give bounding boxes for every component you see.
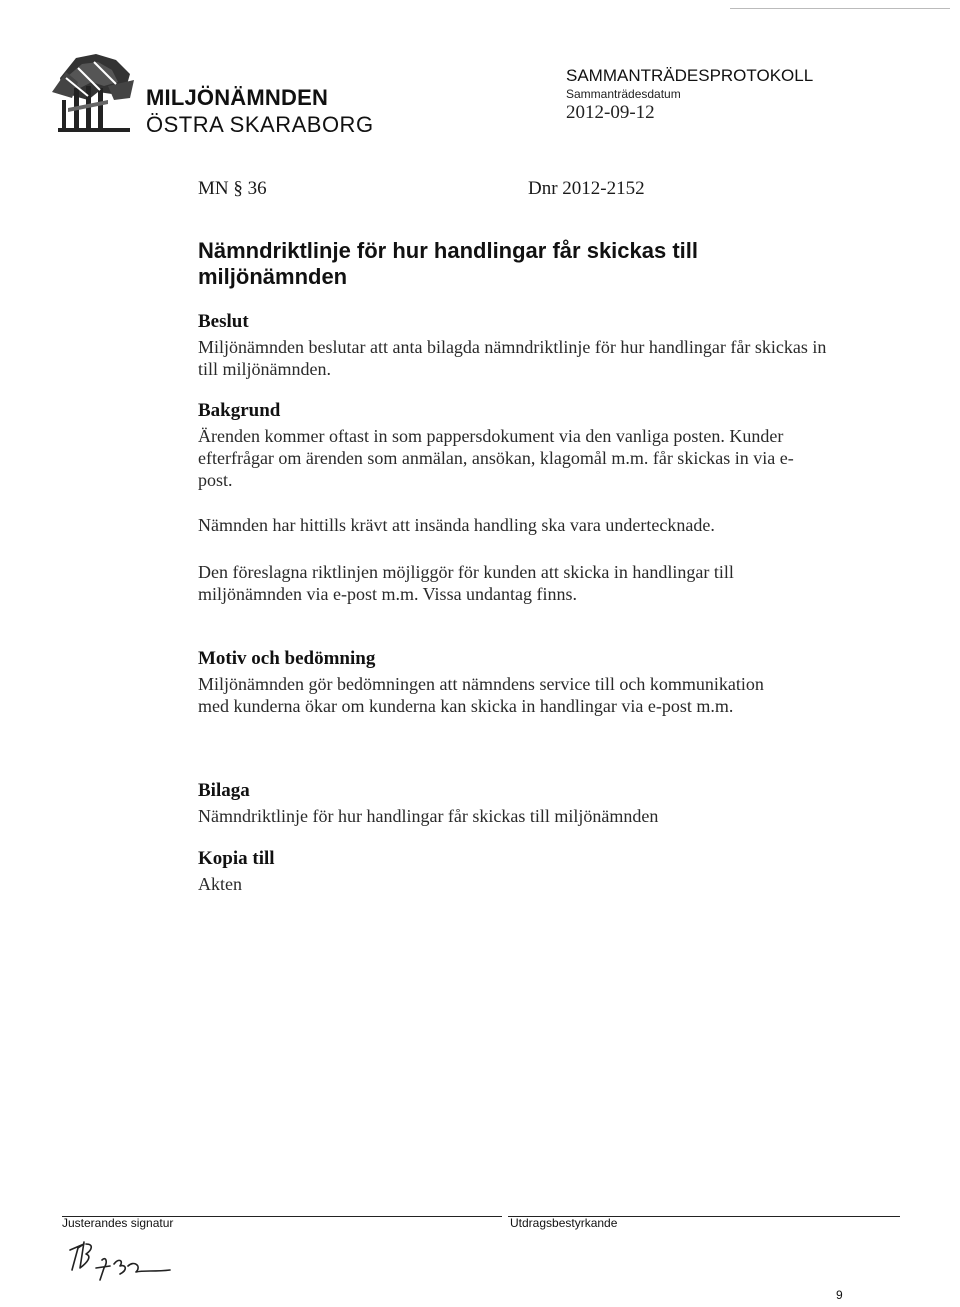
section-heading-kopia-till: Kopia till (198, 848, 275, 869)
paragraph-number: MN § 36 (198, 178, 267, 199)
meeting-date: 2012-09-12 (566, 102, 655, 123)
motiv-paragraph: Miljönämnden gör bedömningen att nämndens service till och kommunikation med kunderna ökar om kunderna kan skicka in handlingar via e-post m.m. (198, 674, 764, 716)
section-heading-bilaga: Bilaga (198, 780, 250, 801)
document-title: Nämndriktlinje för hur handlingar får skickas till miljönämnden (198, 238, 699, 289)
bakgrund-paragraph-3: Den föreslagna riktlinjen möjliggör för kunden att skicka in handlingar till miljönämnden via e-post m.m. Vissa undantag finns. (198, 562, 734, 604)
page-number: 9 (836, 1288, 843, 1302)
tree-logo-icon (38, 48, 138, 136)
org-subname: ÖSTRA SKARABORG (146, 112, 374, 137)
org-name: MILJÖNÄMNDEN (146, 85, 329, 110)
top-edge-rule (730, 8, 950, 9)
beslut-paragraph: Miljönämnden beslutar att anta bilagda nämndriktlinje för hur handlingar får skickas in till miljönämnden. (198, 337, 827, 379)
bakgrund-paragraph-1: Ärenden kommer oftast in som pappersdokument via den vanliga posten. Kunder efterfrågar om ärenden som anmälan, ansökan, klagomål m.m. får skickas in via e-post. (198, 426, 794, 490)
meeting-date-label: Sammanträdesdatum (566, 87, 681, 101)
extract-label: Utdragsbestyrkande (510, 1216, 618, 1230)
bilaga-paragraph: Nämndriktlinje för hur handlingar får skickas till miljönämnden (198, 806, 659, 826)
protocol-title: SAMMANTRÄDESPROTOKOLL (566, 66, 814, 85)
case-number: Dnr 2012-2152 (528, 178, 645, 199)
signature-label: Justerandes signatur (62, 1216, 174, 1230)
section-heading-bakgrund: Bakgrund (198, 400, 281, 421)
kopia-till-paragraph: Akten (198, 874, 242, 894)
section-heading-beslut: Beslut (198, 311, 249, 332)
bakgrund-paragraph-2: Nämnden har hittills krävt att insända handling ska vara undertecknade. (198, 515, 715, 535)
section-heading-motiv: Motiv och bedömning (198, 648, 376, 669)
handwritten-signature (62, 1236, 182, 1286)
